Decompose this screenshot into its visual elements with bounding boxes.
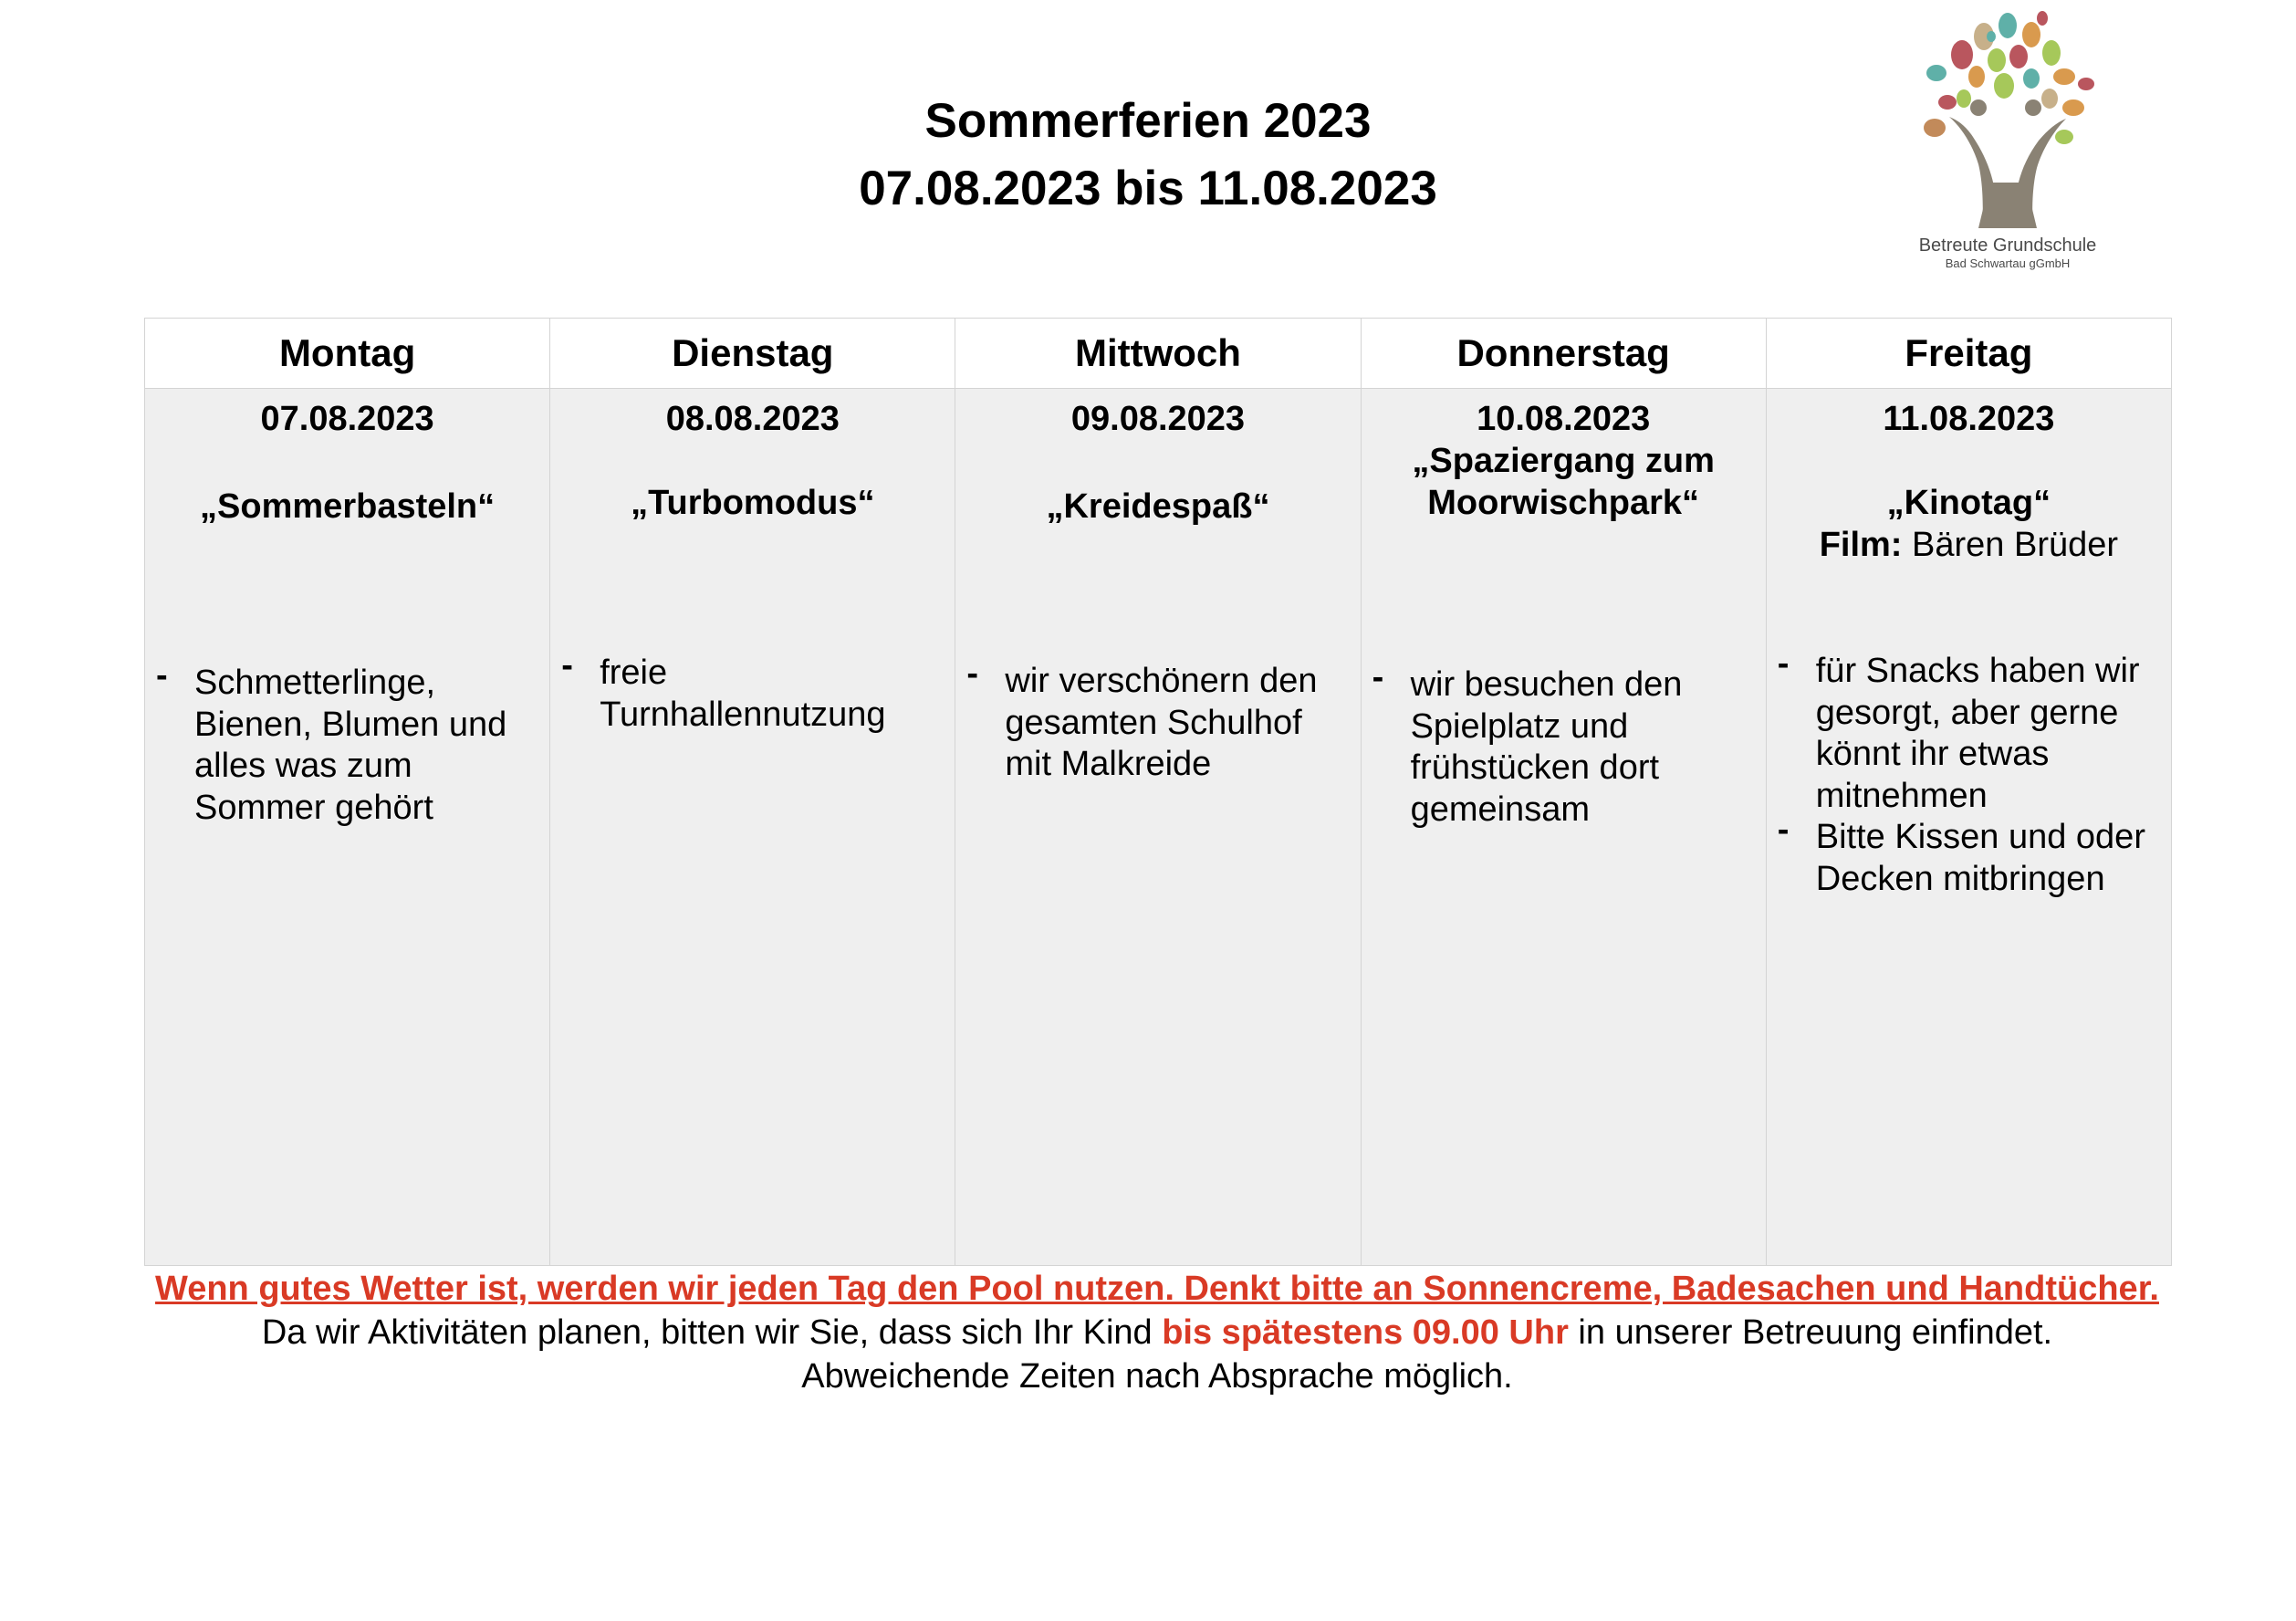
film-info [1767, 524, 2171, 566]
bullet-text: freie Turnhallennutzung [600, 654, 886, 734]
day-date: 07.08.2023 [260, 400, 434, 438]
activity-title-line: Moorwischpark“ [1427, 484, 1700, 522]
activity-bullet-list [145, 656, 540, 829]
arrival-time-notice [128, 1311, 2186, 1354]
list-item [1767, 644, 2162, 817]
tree-logo [1871, 0, 2145, 274]
film-title: Bären Brüder [1912, 526, 2119, 564]
film-label: Film: [1819, 526, 1903, 564]
day-content-row [145, 389, 2172, 1266]
list-item [550, 646, 945, 736]
day-date: 09.08.2023 [1070, 400, 1246, 438]
logo-text-line-1: Betreute Grundschule [1918, 235, 2097, 256]
weekday-header-wednesday: Mittwoch [955, 319, 1361, 389]
day-cell-thursday [1361, 389, 1766, 1266]
weekly-plan-table [144, 318, 2172, 1266]
day-cell-tuesday [550, 389, 955, 1266]
activity-bullet-list [955, 654, 1351, 786]
day-date: 11.08.2023 [1883, 400, 2055, 438]
list-item [955, 654, 1351, 786]
activity-title-line: „Turbomodus“ [631, 484, 875, 522]
activity-title [145, 486, 549, 528]
list-item [145, 656, 540, 829]
list-item [1767, 810, 2162, 900]
day-date: 10.08.2023 [1477, 400, 1651, 438]
bullet-text: wir besuchen den Spielplatz und frühstücken dort gemeinsam [1410, 665, 1683, 829]
arrival-text-after: in unserer Betreuung einfindet. [1568, 1313, 2053, 1352]
list-item [1362, 658, 1757, 831]
weekday-header-tuesday: Dienstag [550, 319, 955, 389]
bullet-text: Bitte Kissen und oder Decken mitbringen [1815, 818, 2145, 898]
bullet-text: wir verschönern den gesamten Schulhof mit Malkreide [1005, 662, 1318, 783]
alternative-times-notice: Abweichende Zeiten nach Absprache möglich. [801, 1357, 1513, 1396]
activity-bullet-list [1362, 658, 1757, 831]
activity-title-line: „Spaziergang zum [1412, 442, 1715, 480]
day-cell-friday [1766, 389, 2171, 1266]
day-date: 08.08.2023 [665, 400, 840, 438]
weekday-header-row [145, 319, 2172, 389]
arrival-deadline: bis spätestens 09.00 Uhr [1162, 1313, 1569, 1352]
bullet-dash: - [156, 656, 168, 695]
bullet-dash: - [1777, 810, 1790, 849]
title-line-2: 07.08.2023 bis 11.08.2023 [859, 162, 1437, 215]
weekday-header-thursday: Donnerstag [1361, 319, 1766, 389]
bullet-dash: - [1372, 658, 1384, 696]
bullet-text: Schmetterlinge, Bienen, Blumen und alles was zum Sommer gehört [194, 664, 507, 827]
bullet-dash: - [966, 654, 979, 693]
weekday-header-monday: Montag [145, 319, 550, 389]
activity-title [1767, 482, 2171, 566]
logo-text-line-2: Bad Schwartau gGmbH [1945, 256, 2071, 270]
activity-bullet-list [1767, 644, 2162, 900]
activity-title [1362, 440, 1766, 524]
title-line-1: Sommerferien 2023 [924, 94, 1372, 148]
activity-title [955, 486, 1360, 528]
activity-title [550, 482, 955, 524]
arrival-text-before: Da wir Aktivitäten planen, bitten wir Sie, dass sich Ihr Kind [261, 1313, 1163, 1352]
bullet-dash: - [561, 646, 573, 685]
bullet-dash: - [1777, 644, 1790, 683]
activity-title-line: „Sommerbasteln“ [200, 487, 496, 526]
pool-weather-notice: Wenn gutes Wetter ist, werden wir jeden Tag den Pool nutzen. Denkt bitte an Sonnencreme, Badesachen und Handtücher. [155, 1270, 2159, 1308]
activity-title-line: „Kinotag“ [1886, 484, 2051, 522]
activity-bullet-list [550, 646, 945, 736]
footer-notes [128, 1267, 2186, 1398]
day-cell-wednesday [955, 389, 1361, 1266]
activity-title-line: „Kreidespaß“ [1046, 487, 1270, 526]
weekday-header-friday: Freitag [1766, 319, 2171, 389]
bullet-text: für Snacks haben wir gesorgt, aber gerne könnt ihr etwas mitnehmen [1815, 652, 2140, 815]
day-cell-monday [145, 389, 550, 1266]
